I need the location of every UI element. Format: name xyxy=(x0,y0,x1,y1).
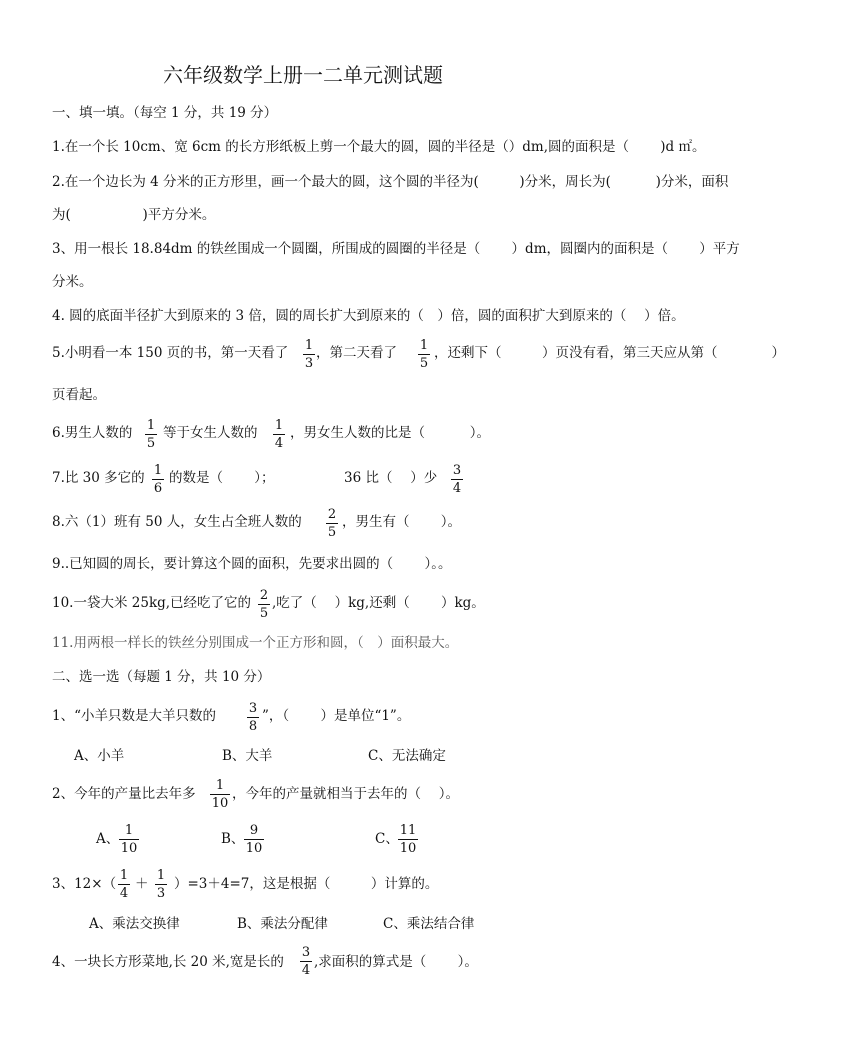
numerator: 3 xyxy=(301,945,311,960)
denominator: 10 xyxy=(399,841,417,856)
denominator: 10 xyxy=(245,841,263,856)
denominator: 5 xyxy=(327,525,337,540)
denominator: 4 xyxy=(119,886,129,901)
option-a: A、乘法交换律 xyxy=(89,916,180,932)
denominator: 5 xyxy=(419,356,429,371)
option-b: B、乘法分配律 xyxy=(237,916,328,932)
question-8-part2: ，男生有（ ）。 xyxy=(342,514,462,530)
page-title: 六年级数学上册一二单元测试题 xyxy=(163,63,443,87)
fraction-one-tenth xyxy=(210,779,230,810)
numerator: 1 xyxy=(119,868,129,883)
plus-sign: ＋ xyxy=(135,876,149,892)
fraction-one-third xyxy=(303,339,315,370)
question-11: 11.用两根一样长的铁丝分别围成一个正方形和圆，（ ）面积最大。 xyxy=(52,635,459,651)
fraction-eleven-tenths xyxy=(398,824,418,855)
question-7-part2: 的数是（ ）； xyxy=(169,470,275,486)
choice-question-3-part2: ）=3＋4=7，这是根据（ ）计算的。 xyxy=(174,876,439,892)
choice-question-3-part1: 3、12×（ xyxy=(52,876,117,892)
choice-question-4-part1: 4、一块长方形菜地,长 20 米,宽是长的 xyxy=(52,954,284,970)
denominator: 10 xyxy=(211,796,229,811)
fraction-one-fifth xyxy=(145,419,157,450)
denominator: 5 xyxy=(259,606,269,621)
fraction-one-third xyxy=(155,869,167,900)
section-heading: 二、选一选（每题 1 分，共 10 分） xyxy=(52,669,271,685)
choice-question-1-part2: ”，（ ）是单位“1”。 xyxy=(262,708,411,724)
option-b: B、大羊 xyxy=(222,748,273,764)
fraction-two-fifths xyxy=(258,589,270,620)
question-6-part2: 等于女生人数的 xyxy=(163,425,258,441)
numerator: 1 xyxy=(274,418,284,433)
question-9: 9..已知圆的周长，要计算这个圆的面积，先要求出圆的（ ）。。 xyxy=(52,556,452,572)
option-a: A、小羊 xyxy=(74,748,125,764)
option-b: B、 xyxy=(221,831,245,847)
denominator: 4 xyxy=(452,481,462,496)
denominator: 4 xyxy=(274,436,284,451)
question-5-part3: ，还剩下（ ）页没有看，第三天应从第（ ） xyxy=(434,345,785,361)
fraction-nine-tenths xyxy=(244,824,264,855)
choice-question-2-part1: 2、今年的产量比去年多 xyxy=(52,786,196,802)
numerator: 1 xyxy=(304,338,314,353)
fraction-one-sixth xyxy=(152,464,164,495)
option-c: C、无法确定 xyxy=(368,748,446,764)
denominator: 3 xyxy=(304,356,314,371)
denominator: 4 xyxy=(301,963,311,978)
question-3-line2: 分米。 xyxy=(52,274,93,290)
option-c: C、乘法结合律 xyxy=(383,916,475,932)
numerator: 1 xyxy=(146,418,156,433)
question-10-part2: ,吃了（ ）kg,还剩（ ）kg。 xyxy=(272,595,485,611)
fraction-one-tenth xyxy=(119,824,139,855)
question-7-part1: 7.比 30 多它的 xyxy=(52,470,145,486)
question-8-part1: 8.六（1）班有 50 人，女生占全班人数的 xyxy=(52,514,302,530)
question-6-part1: 6.男生人数的 xyxy=(52,425,133,441)
denominator: 3 xyxy=(156,886,166,901)
numerator: 11 xyxy=(399,823,417,838)
choice-question-2-part2: ，今年的产量就相当于去年的（ ）。 xyxy=(232,786,460,802)
question-1: 1.在一个长 10cm、宽 6cm 的长方形纸板上剪一个最大的圆，圆的半径是（）dm,圆的面积是（ )d ㎡。 xyxy=(52,139,706,155)
fraction-one-quarter xyxy=(118,869,130,900)
fraction-three-quarters xyxy=(451,464,463,495)
numerator: 2 xyxy=(327,507,337,522)
question-5-part2: ，第二天看了 xyxy=(316,345,397,361)
denominator: 6 xyxy=(153,481,163,496)
question-2-line1: 2.在一个边长为 4 分米的正方形里，画一个最大的圆，这个圆的半径为( )分米，周长为( )分米，面积 xyxy=(52,174,729,190)
numerator: 3 xyxy=(452,463,462,478)
question-3-line1: 3、用一根长 18.84dm 的铁丝围成一个圆圈，所围成的圆圈的半径是（ ）dm，圆圈内的面积是（ ）平方 xyxy=(52,241,740,257)
question-2-line2: 为( )平方分米。 xyxy=(52,207,216,223)
question-7-part3: 36 比（ ）少 xyxy=(344,470,438,486)
fraction-three-quarters xyxy=(300,946,312,977)
fraction-one-fifth xyxy=(418,339,430,370)
question-6-part3: ，男女生人数的比是（ ）。 xyxy=(290,425,491,441)
numerator: 1 xyxy=(124,823,134,838)
numerator: 1 xyxy=(215,778,225,793)
fraction-three-eighths xyxy=(247,702,259,733)
question-5-part1: 5.小明看一本 150 页的书，第一天看了 xyxy=(52,345,289,361)
option-a: A、 xyxy=(96,831,120,847)
question-5-line2: 页看起。 xyxy=(52,387,106,403)
denominator: 10 xyxy=(120,841,138,856)
denominator: 5 xyxy=(146,436,156,451)
choice-question-1-part1: 1、“小羊只数是大羊只数的 xyxy=(52,708,216,724)
option-c: C、 xyxy=(375,831,399,847)
numerator: 1 xyxy=(419,338,429,353)
fraction-one-quarter xyxy=(273,419,285,450)
denominator: 8 xyxy=(248,719,258,734)
choice-question-4-part2: ,求面积的算式是（ ）。 xyxy=(314,954,478,970)
numerator: 2 xyxy=(259,588,269,603)
fraction-two-fifths xyxy=(326,508,338,539)
section-heading: 一、填一填。（每空 1 分，共 19 分） xyxy=(52,105,278,121)
question-10-part1: 10.一袋大米 25kg,已经吃了它的 xyxy=(52,595,252,611)
numerator: 1 xyxy=(156,868,166,883)
question-4: 4. 圆的底面半径扩大到原来的 3 倍，圆的周长扩大到原来的（ ）倍，圆的面积扩大到原来的（ ）倍。 xyxy=(52,308,685,324)
numerator: 9 xyxy=(249,823,259,838)
numerator: 1 xyxy=(153,463,163,478)
numerator: 3 xyxy=(248,701,258,716)
